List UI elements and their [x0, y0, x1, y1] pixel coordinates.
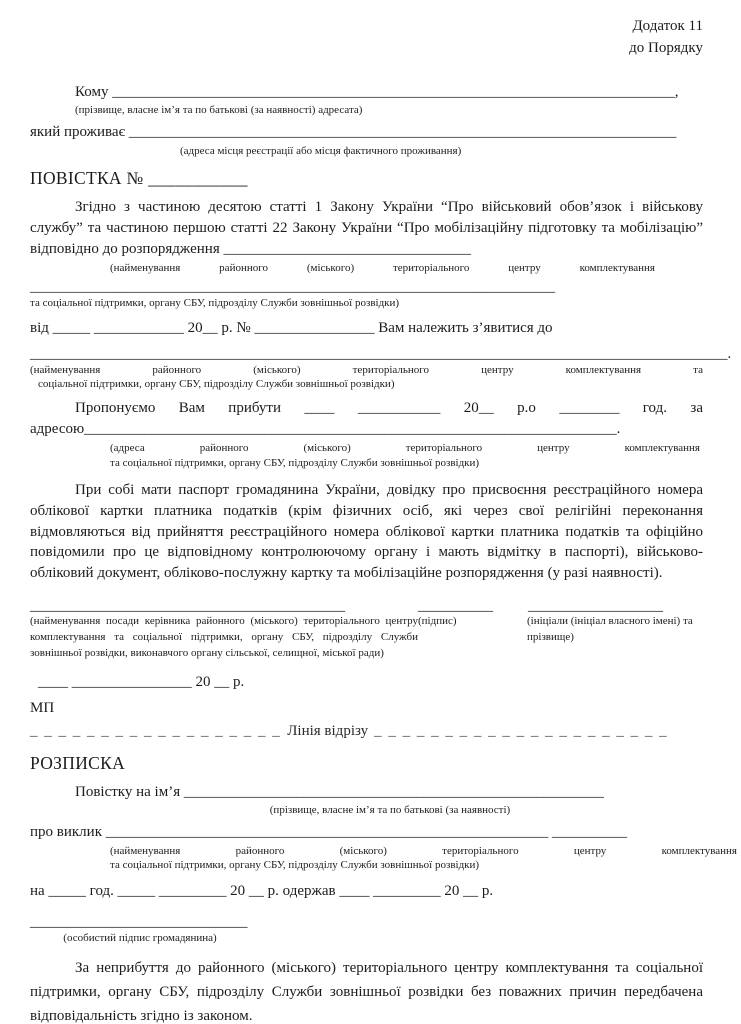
blank-rule-2: _____________________________________________________________________________________________.	[30, 346, 732, 363]
blank-rule-1: ______________________________________________________________________	[30, 279, 555, 296]
personal-signature-caption: (особистий підпис громадянина)	[63, 931, 217, 944]
cut-dashes-right: _ _ _ _ _ _ _ _ _ _ _ _ _ _ _ _ _ _ _ _ _	[374, 723, 669, 740]
receipt-caption-2: та соціальної підтримки, органу СБУ, підрозділу Служби зовнішньої розвідки)	[110, 859, 480, 872]
signature-caption-initials: (ініціали (ініціал власного імені) та прізвище)	[527, 615, 693, 644]
signature-caption-sign: (підпис)	[418, 615, 457, 628]
signature-date-line: ____ ________________ 20 __ р.	[38, 673, 245, 690]
appear-caption-2: соціальної підтримки, органу СБУ, підрозділу Служби зовнішньої розвідки)	[38, 378, 395, 391]
residence-line: який проживає _________________________________________________________________________	[30, 123, 677, 140]
arrive-line-1: Пропонуємо Вам прибути ____ ___________ 20__ р.о ________ год. за	[75, 399, 703, 416]
appear-date-line: від _____ ____________ 20__ р. № ________________ Вам належить з’явитися до	[30, 320, 553, 337]
signature-rules-row	[30, 598, 703, 615]
receipt-received-line: на _____ год. _____ _________ 20 __ р. одержав ____ _________ 20 __ р.	[30, 882, 494, 899]
cut-line-label: Лінія відрізу	[287, 723, 369, 740]
signature-rule-title: __________________________________________	[30, 597, 345, 614]
documents-paragraph: При собі мати паспорт громадянина України, довідку про присвоєння реєстраційного номера облікової картки платника податків (крім фізичних осіб, які через свої релігійні переконання відмовляються від прийняття реєстраційного номера облікової картки платника податків та офіційно повідомили про це відповідному контролюючому органу і мають відмітку в паспорті), військово-обліковий документ, обліково-послужну картку та мобілізаційне розпорядження (у разі наявності).	[30, 482, 703, 581]
addressee-line: Кому ___________________________________________________________________________,	[75, 83, 679, 100]
signature-caption-title: (найменування посади керівника районного (міського) територіального центру комплектування та соціальної підтримки, органу СБУ, підрозділу Служби зовнішньої розвідки, виконавчого органу сільської, селищної, міської ради)	[30, 615, 418, 659]
cut-line	[30, 721, 703, 743]
liability-paragraph: За неприбуття до районного (міського) територіального центру комплектування та соціальної підтримки, органу СБУ, підрозділу Служби зовнішньої розвідки без поважних причин передбачена відповідальність згідно із законом.	[30, 959, 703, 1024]
address-caption-2: та соціальної підтримки, органу СБУ, підрозділу Служби зовнішньої розвідки)	[110, 456, 480, 469]
annex-header	[30, 16, 703, 60]
signature-rule-sign: __________	[418, 597, 493, 614]
cut-dashes-left: _ _ _ _ _ _ _ _ _ _ _ _ _ _ _ _ _ _	[30, 723, 282, 740]
receipt-name-caption: (прізвище, власне ім’я та по батькові (за наявності)	[269, 804, 511, 817]
signature-rule-initials: __________________	[528, 597, 663, 614]
receipt-call-line: про виклик ___________________________________________________________ __________	[30, 823, 627, 840]
addressee-caption: (прізвище, власне ім’я та по батькові (за наявності) адресата)	[75, 104, 363, 117]
receipt-caption-1: (найменування районного (міського) територіального центру комплектування	[110, 844, 737, 857]
signature-captions-row	[30, 614, 703, 662]
personal-signature-rule: _____________________________	[30, 914, 248, 931]
receipt-title: РОЗПИСКА	[30, 753, 126, 774]
annex-line-1: Додаток 11	[632, 18, 703, 34]
arrive-address-line: адресою_______________________________________________________________________.	[30, 421, 621, 438]
summons-number-title: ПОВІСТКА № ___________	[30, 168, 248, 189]
annex-line-2: до Порядку	[629, 39, 703, 56]
legal-basis-paragraph: Згідно з частиною десятою статті 1 Закону України “Про військовий обов’язок і військову службу” та частиною першою статті 22 Закону України “Про мобілізаційну підготовку та мобілізацію” відповідно до розпорядження _________________________________	[30, 198, 703, 258]
receipt-name-line: Повістку на ім’я ________________________________________________________	[75, 783, 604, 800]
residence-caption: (адреса місця реєстрації або місця фактичного проживання)	[180, 144, 462, 157]
tcc-name-caption: (найменування районного (міського) територіального центру комплектування	[110, 261, 655, 274]
tcc-support-caption: та соціальної підтримки, органу СБУ, підрозділу Служби зовнішньої розвідки)	[30, 296, 400, 309]
appear-caption-1: (найменування районного (міського) територіального центру комплектування та	[30, 363, 703, 376]
stamp-label: МП	[30, 699, 55, 716]
address-caption-1: (адреса районного (міського) територіального центру комплектування	[110, 442, 700, 455]
